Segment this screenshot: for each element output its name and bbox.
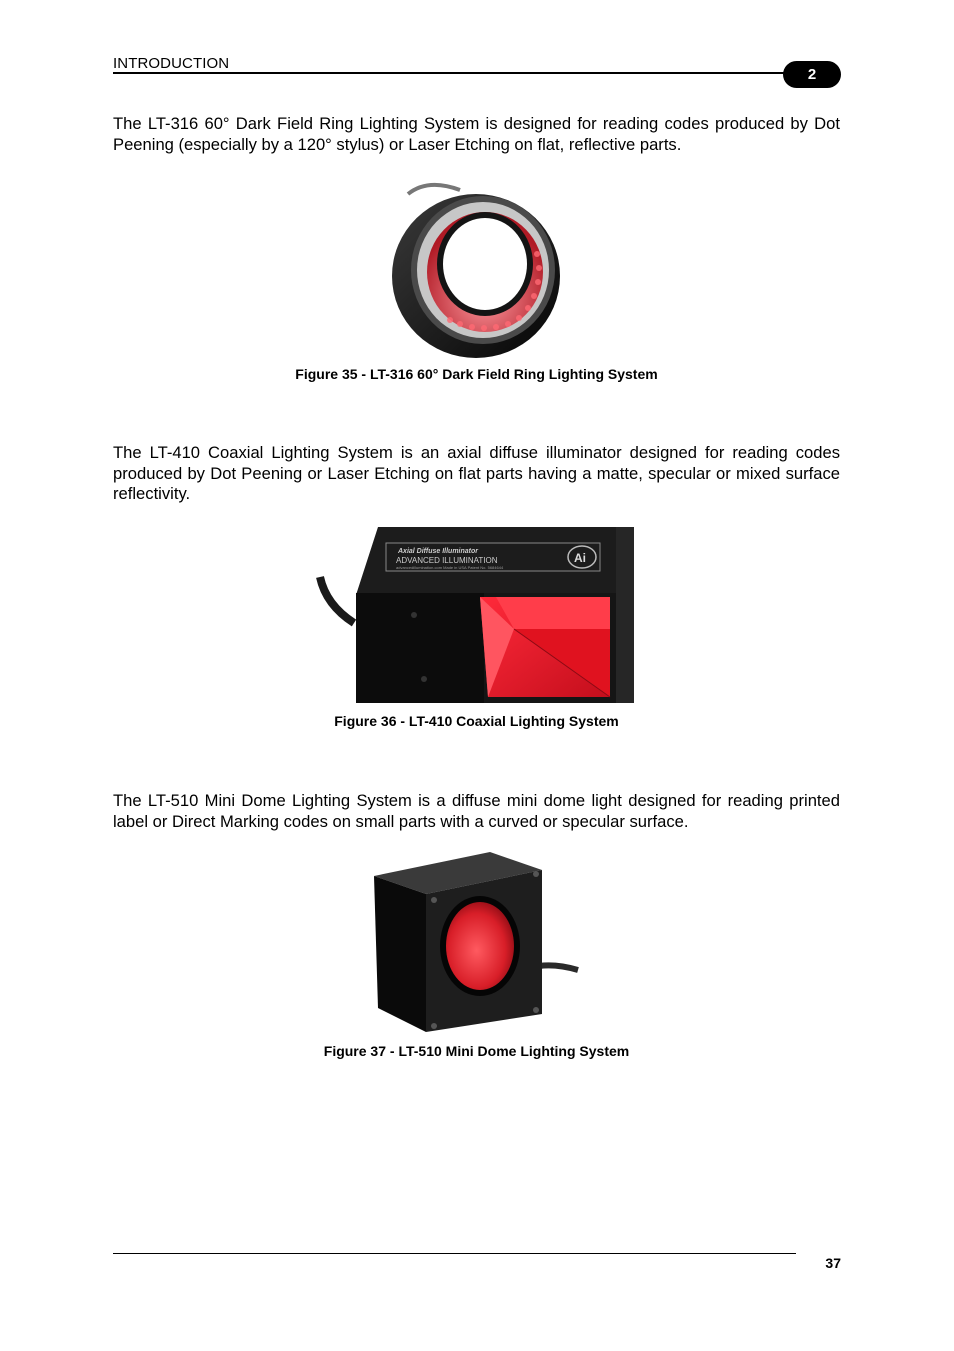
lt410-description: The LT-410 Coaxial Lighting System is an axial diffuse illuminator designed for reading codes produced by Dot Peening or Laser Etching on flat parts having a matte, specular or mixed surface reflectivity. (113, 443, 840, 503)
lt410-coaxial-light-image (316, 525, 636, 705)
lt316-ring-light-image (388, 172, 568, 360)
lt510-description: The LT-510 Mini Dome Lighting System is a diffuse mini dome light designed for reading printed label or Direct Marking codes on small parts with a curved or specular surface. (113, 791, 840, 831)
lt316-description: The LT-316 60° Dark Field Ring Lighting System is designed for reading codes produced by Dot Peening (especially by a 120° stylus) or Laser Etching on flat, reflective parts. (113, 114, 840, 154)
ai-logo-icon: Ai (574, 551, 586, 565)
lt510-mini-dome-image (370, 850, 584, 1035)
chapter-badge: 2 (783, 61, 841, 88)
figure-37-caption: Figure 37 - LT-510 Mini Dome Lighting System (323, 1043, 630, 1059)
header-rule (113, 72, 803, 74)
product-label-line3: advancedillumination.com Made in USA Patent No. 5684644 (396, 565, 504, 570)
running-header: INTRODUCTION (113, 55, 230, 72)
page-number: 37 (825, 1255, 841, 1271)
product-label-line2: ADVANCED ILLUMINATION (396, 556, 498, 565)
product-label-line1: Axial Diffuse Illuminator (398, 548, 478, 555)
figure-36-caption: Figure 36 - LT-410 Coaxial Lighting System (334, 713, 619, 729)
footer-rule (113, 1253, 796, 1254)
figure-35-caption: Figure 35 - LT-316 60° Dark Field Ring Lighting System (295, 366, 658, 382)
